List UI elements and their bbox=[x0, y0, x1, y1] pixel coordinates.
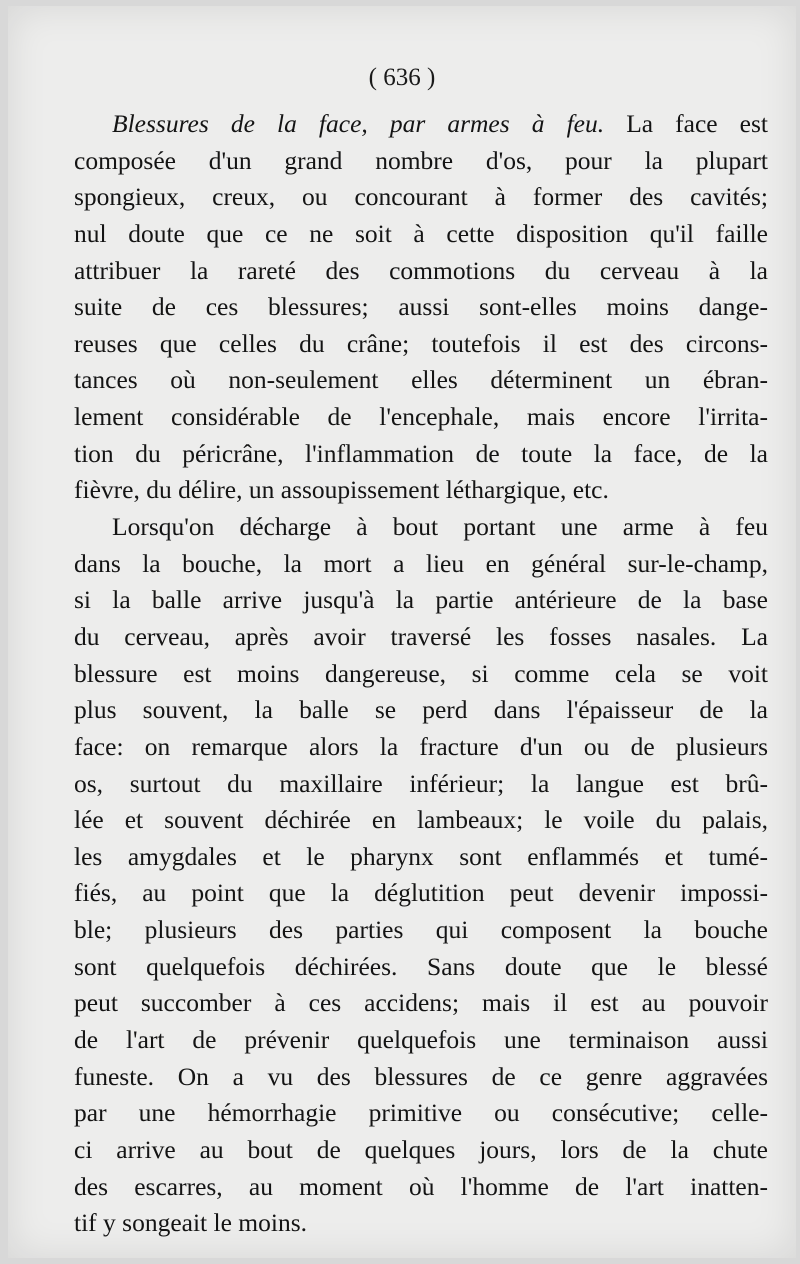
text-line: funeste. On a vu des blessures de ce genre aggravées bbox=[74, 1061, 768, 1091]
text-line: fiés, au point que la déglutition peut devenir impossi- bbox=[74, 878, 768, 908]
text-line: de l'art de prévenir quelquefois une terminaison aussi bbox=[74, 1025, 768, 1055]
text-line: sont quelquefois déchirées. Sans doute que le blessé bbox=[74, 951, 768, 981]
text-line: nul doute que ce ne soit à cette disposition qu'il faille bbox=[74, 218, 768, 248]
text-line: composée d'un grand nombre d'os, pour la plupart bbox=[74, 145, 768, 175]
text-line: Lorsqu'on décharge à bout portant une arme à feu bbox=[112, 512, 768, 542]
text-line: dans la bouche, la mort a lieu en général sur-le-champ, bbox=[74, 548, 768, 578]
text-line: par une hémorrhagie primitive ou consécutive; celle- bbox=[74, 1098, 768, 1128]
text-line: tion du péricrâne, l'inflammation de toute la face, de la bbox=[74, 438, 768, 468]
text-line: face: on remarque alors la fracture d'un ou de plusieurs bbox=[74, 731, 768, 761]
text-line: suite de ces blessures; aussi sont-elles moins dange- bbox=[74, 292, 768, 322]
text-line: tif y songeait le moins. bbox=[74, 1208, 308, 1238]
text-line: reuses que celles du crâne; toutefois il est des circons- bbox=[74, 328, 768, 358]
text-line: os, surtout du maxillaire inférieur; la langue est brû- bbox=[74, 768, 768, 798]
text-line: ci arrive au bout de quelques jours, lors de la chute bbox=[74, 1134, 768, 1164]
page-number: ( 636 ) bbox=[368, 64, 436, 91]
text-line: si la balle arrive jusqu'à la partie antérieure de la base bbox=[74, 585, 768, 615]
text-line: ble; plusieurs des parties qui composent la bouche bbox=[74, 915, 768, 945]
book-page bbox=[8, 6, 796, 1258]
text-line: spongieux, creux, ou concourant à former des cavités; bbox=[74, 182, 768, 212]
text-line: Blessures de la face, par armes à feu. La face est bbox=[112, 109, 769, 138]
section-title: Blessures de la face, par armes à feu. bbox=[112, 109, 605, 138]
text-line: blessure est moins dangereuse, si comme cela se voit bbox=[74, 658, 768, 688]
text-line: attribuer la rareté des commotions du cerveau à la bbox=[74, 255, 768, 285]
text-line: peut succomber à ces accidens; mais il est au pouvoir bbox=[74, 988, 768, 1018]
body-text bbox=[74, 106, 768, 1242]
text-line: les amygdales et le pharynx sont enflammés et tumé- bbox=[74, 841, 768, 871]
text-line: du cerveau, après avoir traversé les fosses nasales. La bbox=[74, 621, 768, 651]
text-line: des escarres, au moment où l'homme de l'art inatten- bbox=[74, 1171, 768, 1201]
text-line: lée et souvent déchirée en lambeaux; le voile du palais, bbox=[74, 805, 768, 835]
text-line: lement considérable de l'encephale, mais encore l'irrita- bbox=[74, 402, 768, 432]
text-line: fièvre, du délire, un assoupissement léthargique, etc. bbox=[74, 475, 609, 505]
text-line: plus souvent, la balle se perd dans l'épaisseur de la bbox=[74, 695, 768, 725]
text-line: tances où non-seulement elles déterminent un ébran- bbox=[74, 365, 768, 395]
